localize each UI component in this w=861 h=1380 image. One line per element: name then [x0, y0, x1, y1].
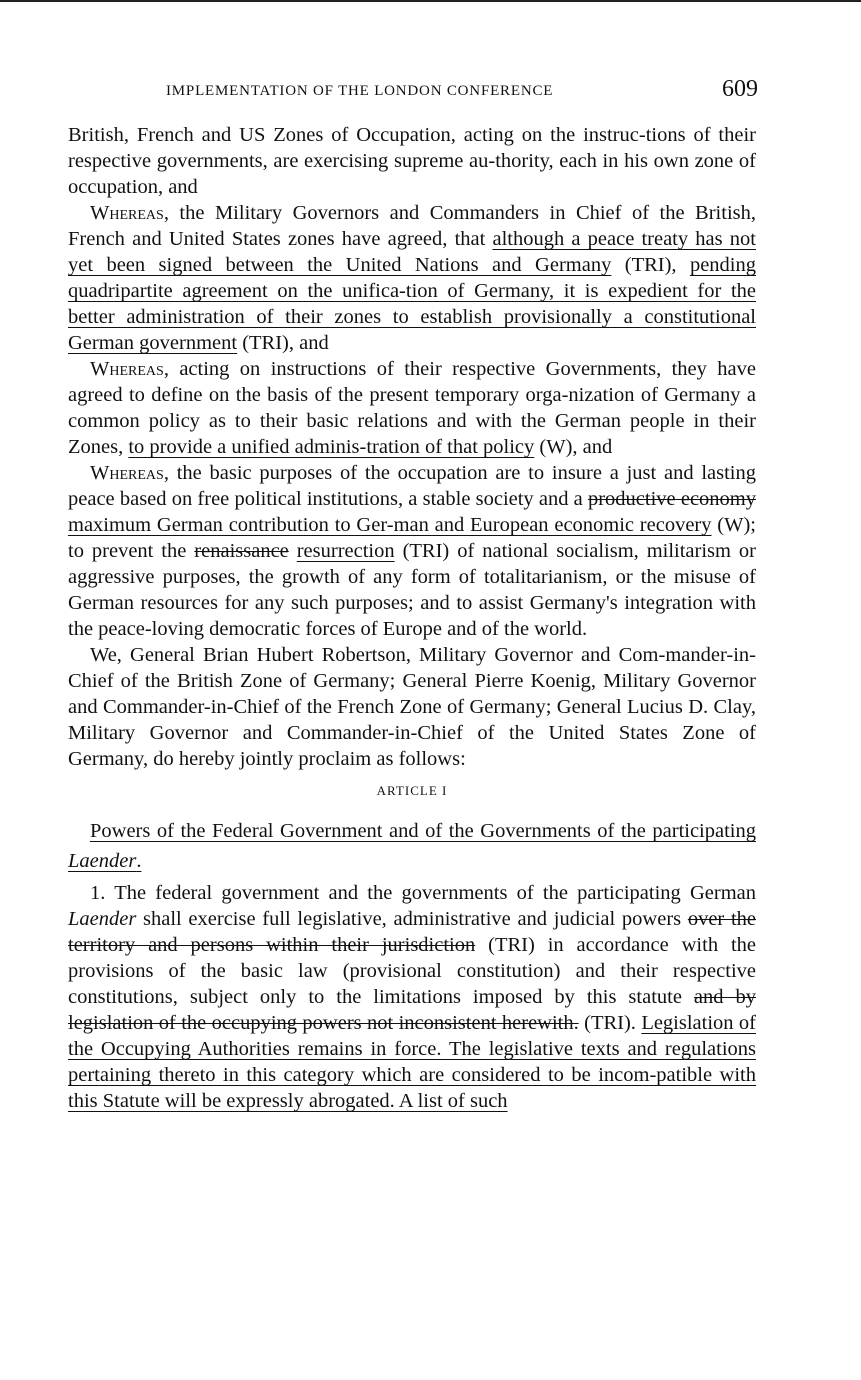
paragraph-proclamation: We, General Brian Hubert Robertson, Military Governor and Com-mander-in-Chief of the British Zone of Germany; General Pierre Koenig, Military Governor and Commander-in-Chief of the French Zone of Germany; General Lucius D. Clay, Military Governor and Commander-in-Chief of the United States Zone of Germany, do hereby jointly proclaim as follows: [68, 644, 756, 770]
underlined-insertion: Legislation of the Occupying Authorities remains in force. The legislative texts and regulations pertaining thereto in this category which are considered to be incom-patible with this Statute will be expressly abrogated. A list of such [68, 1012, 756, 1112]
article-heading: ARTICLE I [376, 783, 448, 798]
article-title: Powers of the Federal Government and of the Governments of the participating Laender. [68, 820, 756, 872]
paragraph-whereas-1: Whereas, the Military Governors and Commanders in Chief of the British, French and United States zones have agreed, that although a peace treaty has not yet been signed between the United Nations and Germany (TRI), pending quadripartite agreement on the unifica-tion of Germany, it is expedient for the better administration of their zones to establish provisionally a constitutional German government (TRI), and [68, 202, 756, 354]
paragraph-whereas-3: Whereas, the basic purposes of the occupation are to insure a just and lasting peace based on free political institutions, a stable society and a productive economy maximum German contribution to Ger-man and European economic recovery (W); to prevent the renaissance resurrection (TRI) of national socialism, militarism or aggressive purposes, the growth of any form of totalitarianism, or the misuse of German resources for any such purposes; and to assist Germany's integration with the peace-loving democratic forces of Europe and of the world. [68, 462, 756, 640]
struck-deletion: renaissance [194, 540, 289, 562]
underlined-insertion: to provide a unified adminis-tration of that policy [128, 436, 535, 458]
page-number: 609 [722, 76, 758, 102]
underlined-insertion: resurrection [296, 540, 395, 562]
struck-deletion: over the territory and persons within their jurisdiction [68, 908, 756, 956]
paragraph-article-1: 1. The federal government and the governments of the participating German Laender shall exercise full legislative, administrative and judicial powers over the territory and persons within their jurisdiction (TRI) in accordance with the provisions of the basic law (provisional constitution) and their respective constitutions, subject only to the limitations imposed by this statute and by legislation of the occupying powers not inconsistent herewith. (TRI). Legislation of the Occupying Authorities remains in force. The legislative texts and regulations pertaining thereto in this category which are considered to be incom-patible with this Statute will be expressly abrogated. A list of such [68, 882, 757, 1112]
underlined-insertion: pending quadripartite agreement on the unifica-tion of Germany, it is expedient for the better administration of their zones to establish provisionally a constitutional German government [68, 254, 756, 354]
paragraph-continuation: British, French and US Zones of Occupation, acting on the instruc-tions of their respective governments, are exercising supreme au-thority, each in his own zone of occupation, and [68, 124, 756, 198]
body-text [68, 122, 756, 1114]
struck-deletion: and by legislation of the occupying powers not inconsistent herewith. [68, 986, 756, 1034]
underlined-insertion: maximum German contribution to Ger-man and European economic recovery [68, 514, 712, 536]
whereas-lead: Whereas [90, 202, 164, 224]
struck-deletion: productive economy [587, 488, 756, 510]
whereas-lead: Whereas [90, 358, 164, 380]
running-head [66, 76, 760, 110]
running-title: IMPLEMENTATION OF THE LONDON CONFERENCE [166, 83, 554, 99]
whereas-lead: Whereas [90, 462, 164, 484]
underlined-insertion: although a peace treaty has not yet been signed between the United Nations and Germany [68, 228, 756, 276]
paragraph-whereas-2: Whereas, acting on instructions of their respective Governments, they have agreed to define on the basis of the present temporary orga-nization of Germany a common policy as to their basic relations and with the German people in their Zones, to provide a unified adminis-tration of that policy (W), and [68, 358, 756, 458]
